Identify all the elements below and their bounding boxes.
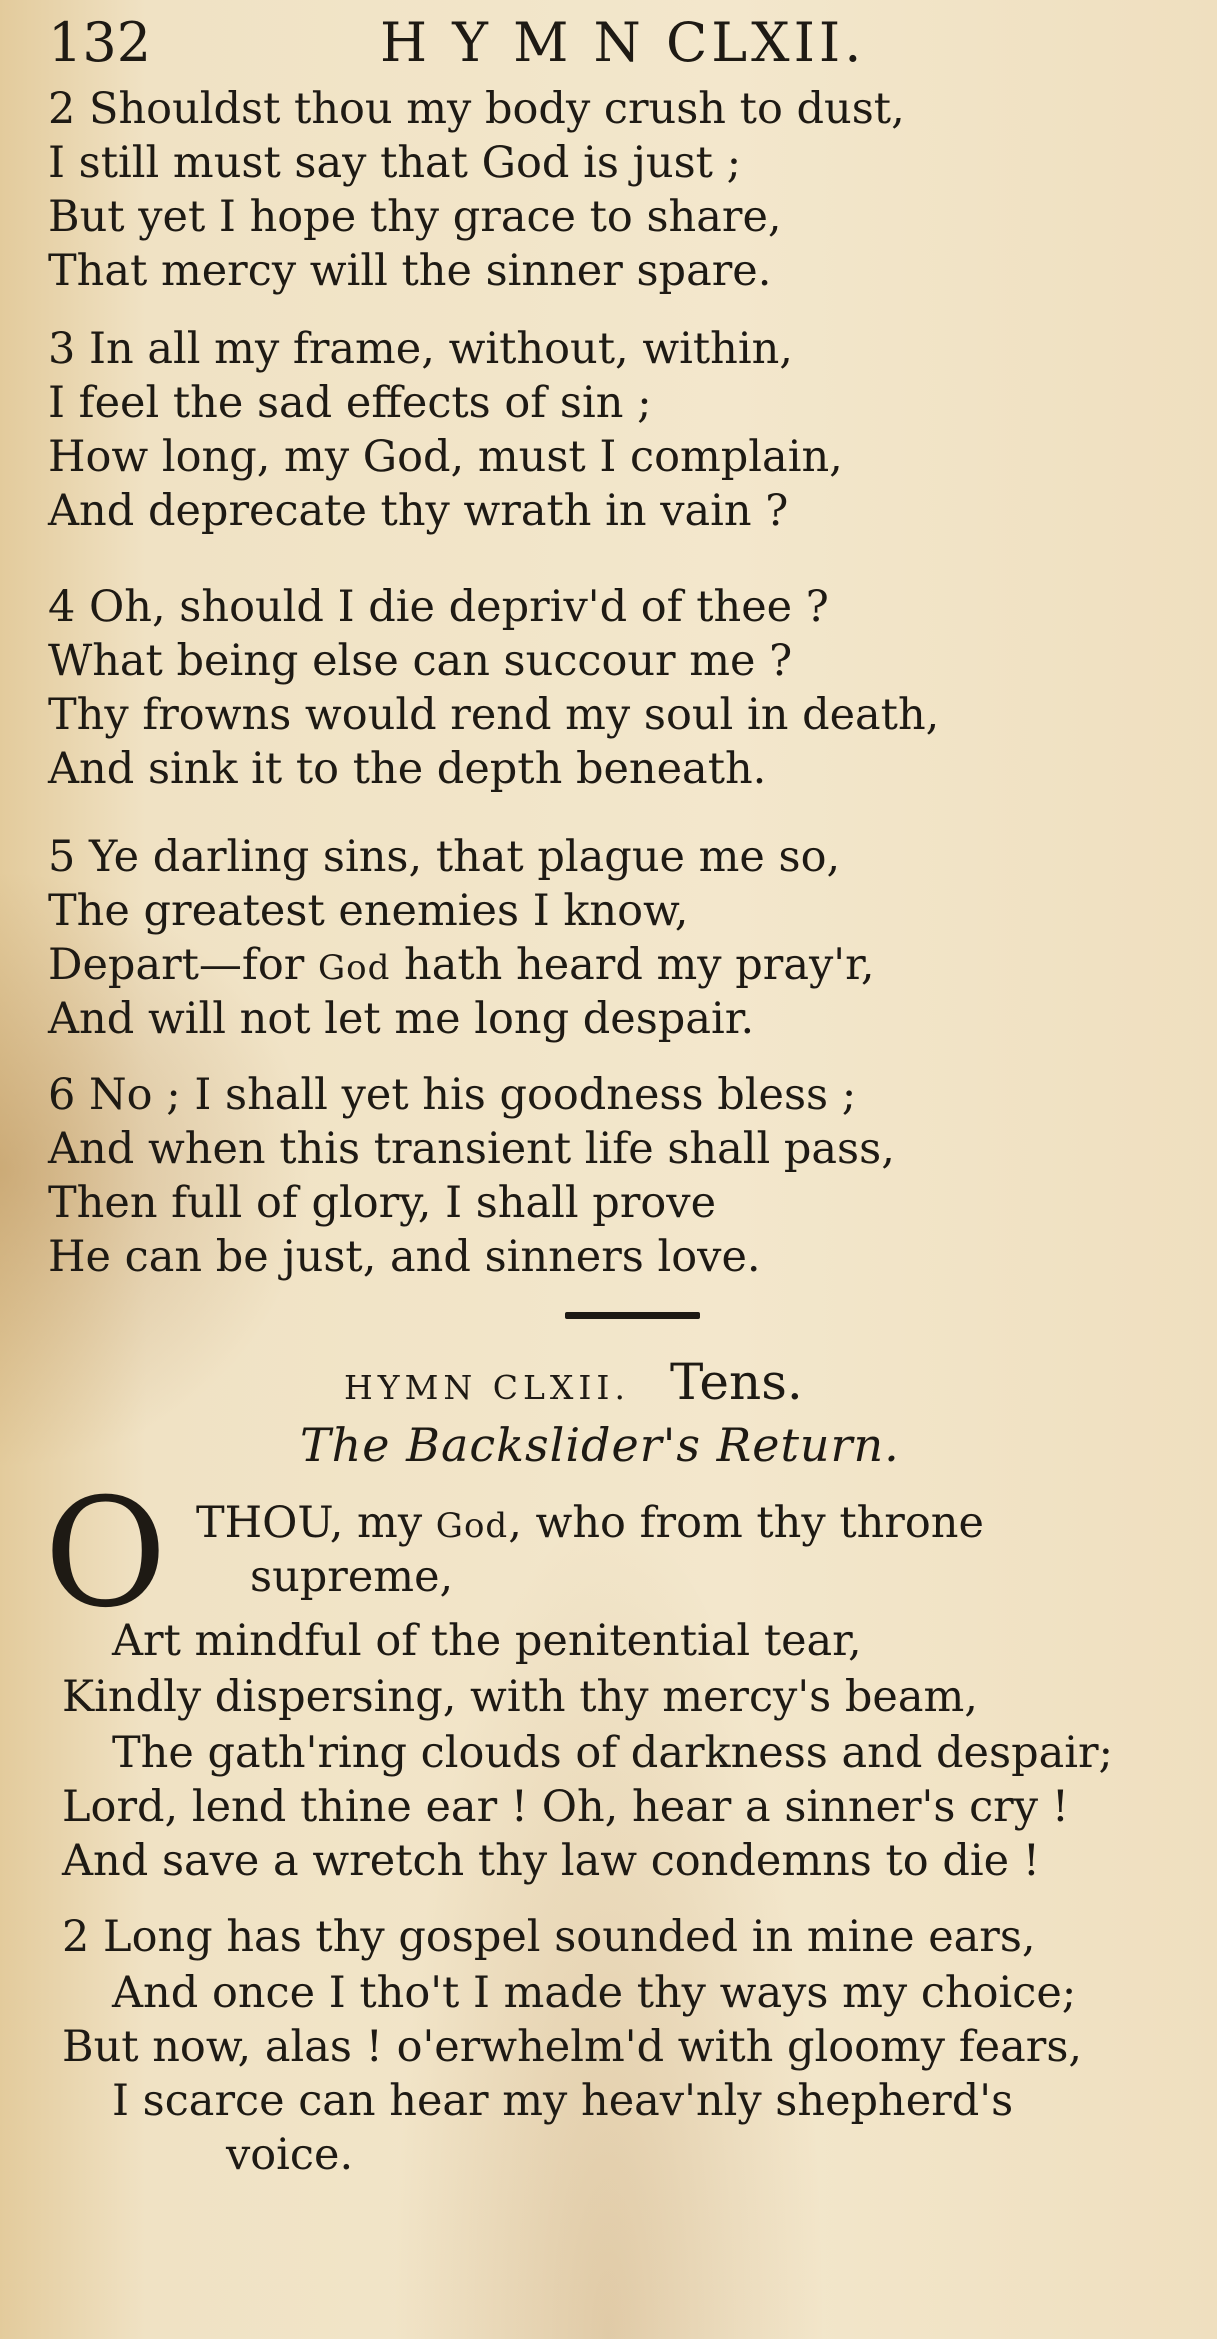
verse-line: supreme,: [250, 1552, 454, 1602]
small-caps-god: God: [317, 948, 391, 988]
verse-fragment: , who from thy throne: [508, 1498, 984, 1548]
verse-line: 3 In all my frame, without, within,: [48, 324, 793, 374]
verse-line: 2 Shouldst thou my body crush to dust,: [48, 84, 905, 134]
verse-line: 6 No ; I shall yet his goodness bless ;: [48, 1070, 857, 1120]
small-caps-god: God: [435, 1506, 509, 1546]
verse-line: I still must say that God is just ;: [48, 138, 742, 188]
verse-line: And save a wretch thy law condemns to die !: [62, 1836, 1041, 1886]
verse-line: 2 Long has thy gospel sounded in mine ears,: [62, 1912, 1036, 1962]
verse-line: [48, 938, 875, 992]
section-divider: [565, 1312, 700, 1319]
verse-line: The gath'ring clouds of darkness and despair;: [112, 1728, 1114, 1778]
verse-line: That mercy will the sinner spare.: [48, 246, 772, 296]
verse-line: And deprecate thy wrath in vain ?: [48, 486, 789, 536]
hymn-heading: [344, 1350, 803, 1414]
verse-fragment: hath heard my pray'r,: [390, 940, 875, 990]
verse-fragment: Depart—for: [48, 940, 318, 990]
verse-line: But yet I hope thy grace to share,: [48, 192, 782, 242]
verse-line: 5 Ye darling sins, that plague me so,: [48, 832, 841, 882]
verse-line: Thy frowns would rend my soul in death,: [48, 690, 940, 740]
verse-fragment: THOU, my: [196, 1498, 436, 1548]
verse-line: Then full of glory, I shall prove: [48, 1178, 717, 1228]
verse-line: And will not let me long despair.: [48, 994, 755, 1044]
running-header: [48, 8, 908, 78]
drop-cap: O: [44, 1467, 167, 1641]
verse-line: voice.: [226, 2130, 354, 2180]
verse-line: And when this transient life shall pass,: [48, 1124, 895, 1174]
verse-line: Kindly dispersing, with thy mercy's beam,: [62, 1672, 978, 1722]
running-title: H Y M N CLXII.: [380, 11, 866, 74]
verse-line: He can be just, and sinners love.: [48, 1232, 761, 1282]
verse-line: The greatest enemies I know,: [48, 886, 689, 936]
verse-line: But now, alas ! o'erwhelm'd with gloomy fears,: [62, 2022, 1083, 2072]
verse-line: 4 Oh, should I die depriv'd of thee ?: [48, 582, 829, 632]
verse-line: What being else can succour me ?: [48, 636, 793, 686]
verse-line: [196, 1496, 984, 1550]
page-number: 132: [48, 11, 152, 74]
hymn-subtitle: The Backslider's Return.: [300, 1418, 900, 1472]
hymn-meter: Tens.: [669, 1353, 803, 1411]
verse-line: I feel the sad effects of sin ;: [48, 378, 652, 428]
verse-line: How long, my God, must I complain,: [48, 432, 843, 482]
verse-line: And sink it to the depth beneath.: [48, 744, 767, 794]
verse-line: Art mindful of the penitential tear,: [112, 1616, 862, 1666]
verse-line: Lord, lend thine ear ! Oh, hear a sinner's cry !: [62, 1782, 1069, 1832]
verse-line: And once I tho't I made thy ways my choice;: [112, 1968, 1077, 2018]
hymn-number: HYMN CLXII.: [344, 1368, 630, 1407]
verse-line: I scarce can hear my heav'nly shepherd's: [112, 2076, 1014, 2126]
